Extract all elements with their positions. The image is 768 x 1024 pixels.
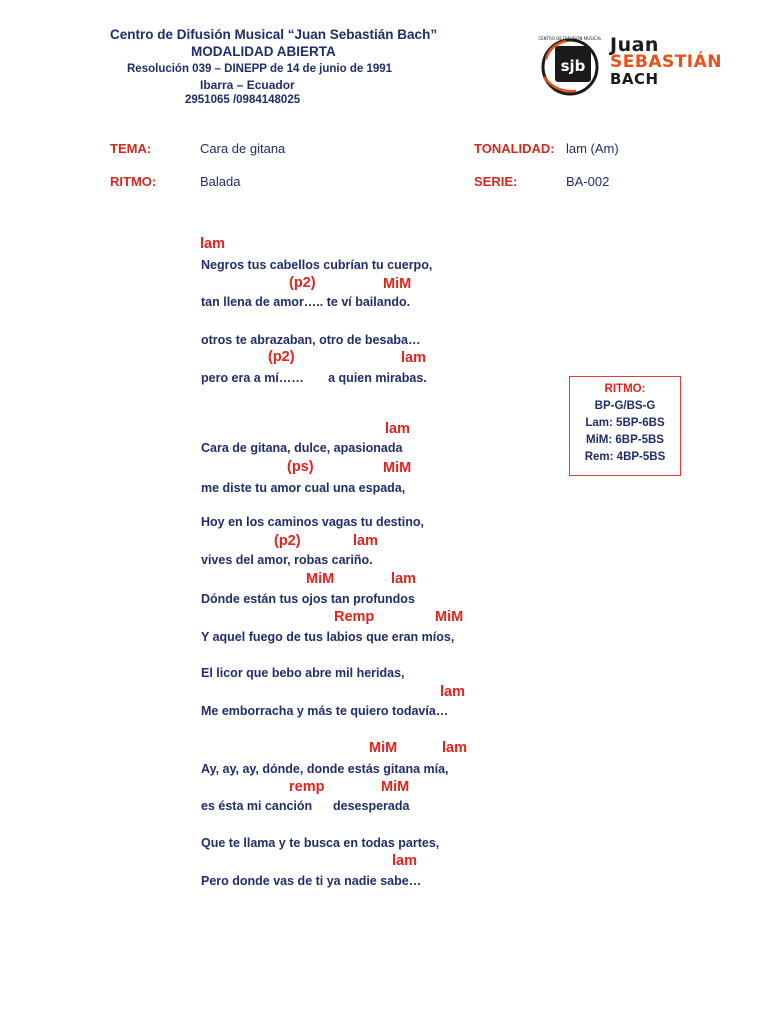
lyric-line: Cara de gitana, dulce, apasionada (201, 441, 403, 455)
chord: remp (289, 779, 325, 795)
lyric-line: Y aquel fuego de tus labios que eran míos, (201, 630, 455, 644)
school-logo (536, 33, 736, 97)
lyric-line: El licor que bebo abre mil heridas, (201, 666, 405, 680)
lyric-line: Pero donde vas de ti ya nadie sabe… (201, 874, 422, 888)
lyric-line: me diste tu amor cual una espada, (201, 481, 406, 495)
logo-word-bach: BACH (610, 70, 659, 88)
chord: lam (200, 236, 225, 252)
chord: (p2) (274, 533, 301, 549)
lyric-line: Ay, ay, ay, dónde, donde estás gitana mía, (201, 762, 449, 776)
lyric-line: Dónde están tus ojos tan profundos (201, 592, 415, 606)
chord: (p2) (289, 275, 316, 291)
chord: MiM (383, 460, 412, 476)
ritmo-box-line: Rem: 4BP-5BS (584, 451, 666, 463)
logo-wordmark (610, 34, 723, 88)
serie-label: SERIE: (474, 174, 518, 189)
header-institution: Centro de Difusión Musical “Juan Sebastián Bach” (110, 27, 438, 42)
header-phones: 2951065 /0984148025 (185, 94, 301, 106)
chord: lam (353, 533, 378, 549)
chord: lam (391, 571, 416, 587)
chord: MiM (381, 779, 410, 795)
chord: lam (401, 350, 426, 366)
tema-value: Cara de gitana (200, 141, 286, 156)
logo-emblem-icon (536, 33, 604, 97)
ritmo-box-line: MiM: 6BP-5BS (586, 434, 664, 446)
tema-label: TEMA: (110, 141, 152, 156)
ritmo-label: RITMO: (110, 174, 157, 189)
tonalidad-value: lam (Am) (566, 141, 619, 156)
ritmo-box-line: BP-G/BS-G (594, 400, 656, 412)
chord: MiM (435, 609, 464, 625)
chord: Remp (334, 609, 375, 625)
ritmo-value: Balada (200, 174, 241, 189)
ritmo-box (569, 376, 681, 476)
logo-monogram: sjb (560, 57, 586, 75)
lyric-line: es ésta mi canción desesperada (201, 799, 410, 813)
lyric-line: Hoy en los caminos vagas tu destino, (201, 515, 424, 529)
ritmo-box-line: Lam: 5BP-6BS (585, 417, 665, 429)
lyric-line: Que te llama y te busca en todas partes, (201, 836, 440, 850)
chord: lam (442, 740, 467, 756)
chord: MiM (369, 740, 398, 756)
lyric-line: vives del amor, robas cariño. (201, 553, 373, 567)
lyric-line: tan llena de amor….. te ví bailando. (201, 295, 411, 309)
logo-ring-text: CENTRO DE DIFUSIÓN MUSICAL (538, 36, 602, 41)
header-modality: MODALIDAD ABIERTA (191, 44, 336, 59)
chord: lam (385, 421, 410, 437)
chord: (ps) (287, 459, 314, 475)
chord: (p2) (268, 349, 295, 365)
lyric-line: Negros tus cabellos cubrían tu cuerpo, (201, 258, 433, 272)
chord: lam (392, 853, 417, 869)
serie-value: BA-002 (566, 174, 610, 189)
chord: lam (440, 684, 465, 700)
logo-word-sebastian: SEBASTIÁN (610, 52, 723, 72)
lyric-line: pero era a mí…… a quien mirabas. (201, 371, 427, 385)
lyric-line: otros te abrazaban, otro de besaba… (201, 333, 421, 347)
header-resolution: Resolución 039 – DINEPP de 14 de junio de 1991 (127, 63, 393, 75)
tonalidad-label: TONALIDAD: (474, 141, 555, 156)
chord: MiM (383, 276, 412, 292)
ritmo-box-title: RITMO: (604, 383, 646, 395)
chord: MiM (306, 571, 335, 587)
lyric-line: Me emborracha y más te quiero todavía… (201, 704, 449, 718)
header-location: Ibarra – Ecuador (200, 78, 295, 92)
logo-word-juan: Juan (610, 34, 659, 56)
